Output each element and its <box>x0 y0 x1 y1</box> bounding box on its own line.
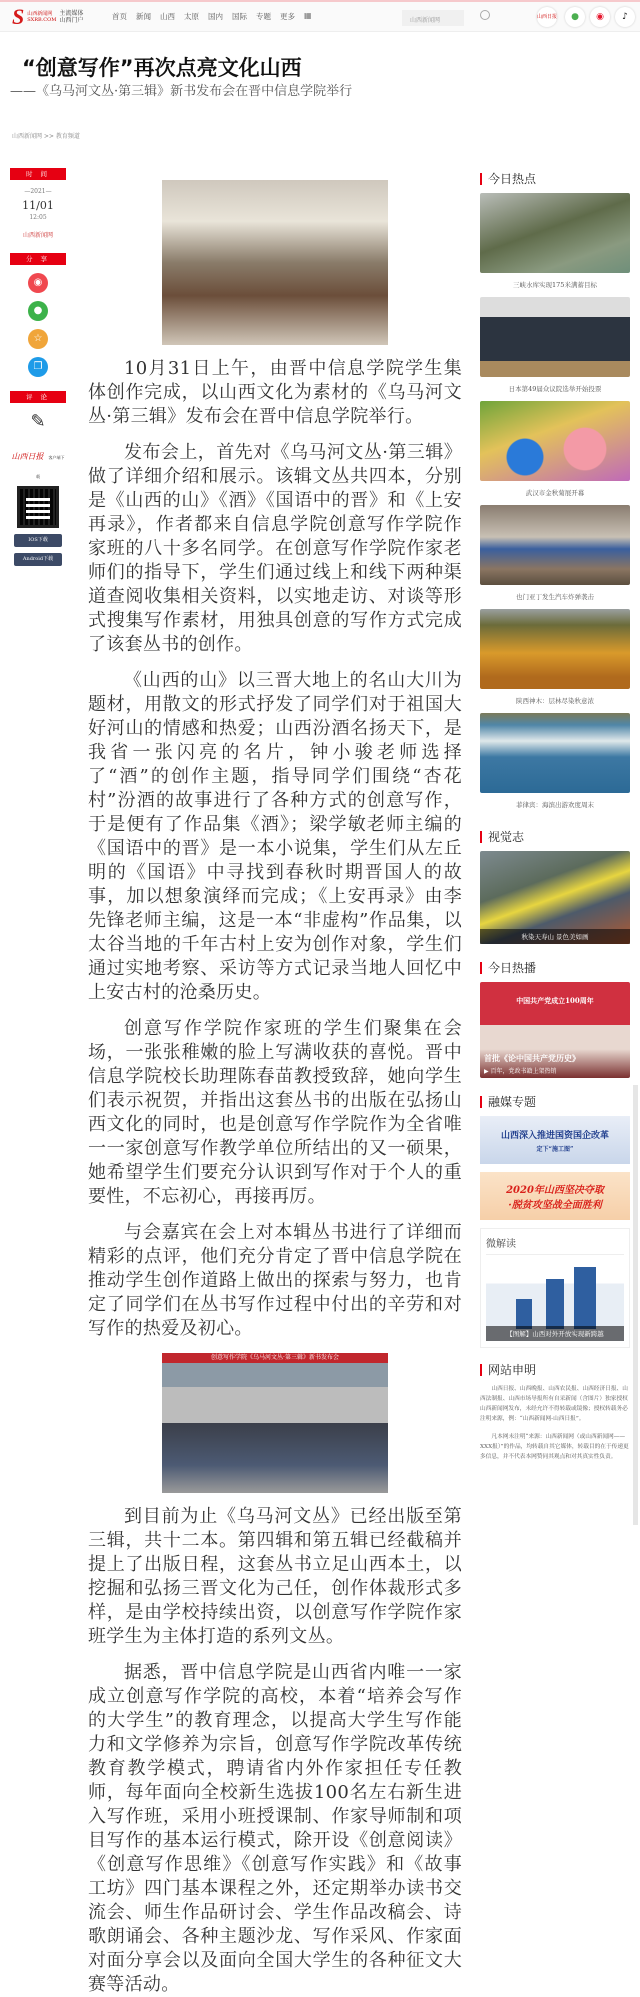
topic-banner-poverty[interactable]: 2020年山西坚决夺取 ·脱贫攻坚战全面胜利 <box>480 1172 630 1220</box>
slogan-line: 山西门户 <box>59 17 84 24</box>
paragraph: 创意写作学院作家班的学生们聚集在会场，一张张稚嫩的脸上写满收获的喜悦。晋中信息学院校长助理陈春苗教授致辞，她向学生们表示祝贺，并指出这套丛书的出版在弘扬山西文化的同时，也是创意写作学院作为全省唯一一家创意写作教学单位所结出的又一硕果，她希望学生们要充分认识到写作对于个人的重要性，不忘初心，再接再厉。 <box>88 1018 462 1207</box>
share-weibo-icon[interactable]: ◉ <box>28 273 48 293</box>
article-meta-sidebar <box>10 168 66 566</box>
hot-news-image[interactable] <box>480 297 630 377</box>
article-title: “创意写作”再次点亮文化山西 <box>22 56 302 80</box>
app-download-label: 客户端下载 <box>36 455 65 479</box>
slogan-line: 主流媒体 <box>59 10 84 17</box>
video-subcaption[interactable]: ▶ 百年，党政书籍上架热销 <box>484 1068 557 1075</box>
micro-caption[interactable]: 【图解】山西对外开放实现新跨越 <box>486 1326 624 1341</box>
site-header <box>0 2 640 32</box>
hot-news-heading: 今日热点 <box>480 173 630 185</box>
visual-heading: 视觉志 <box>480 831 630 843</box>
douyin-icon[interactable]: ♪ <box>615 7 635 27</box>
nav-international[interactable]: 国际 <box>232 12 247 21</box>
conference-photo <box>162 180 388 345</box>
micro-image[interactable] <box>486 1259 624 1341</box>
share-copy-icon[interactable]: ❐ <box>28 357 48 377</box>
topic-banner-reform[interactable]: 山西深入推进国资国企改革 定下“施工图” <box>480 1116 630 1164</box>
nav-home[interactable]: 首页 <box>112 12 127 21</box>
time-label: 时 间 <box>10 168 66 180</box>
ios-download-button[interactable]: IOS下载 <box>14 534 62 547</box>
declaration-text: 山西日报、山西晚报、山西农民报、山西经济日报、山西法制报、山西市场导报所有自采新闻（含图片）独家授权山西新闻网发布，未经允许不得转载或镜像；授权转载务必注明来源，例：“山西新闻网-山西日报”。 <box>480 1386 628 1422</box>
paragraph: 与会嘉宾在会上对本辑丛书进行了详细而精彩的点评，他们充分肯定了晋中信息学院在推动学生创作道路上做出的探索与努力，也肯定了同学们在丛书写作过程中付出的辛劳和对写作的热爱及初心。 <box>88 1222 462 1339</box>
search-input[interactable]: 山西新闻网 <box>402 10 464 26</box>
main-nav <box>112 11 312 22</box>
paragraph: 发布会上，首先对《乌马河文丛·第三辑》做了详细介绍和展示。该辑文丛共四本，分别是《山西的山》《酒》《国语中的晋》和《上安再录》，作者都来自信息学院创意写作学院作家班的八十多名同学。在创意写作学院作家老师们的指导下，学生们通过线上和线下两种渠道查阅收集相关资料，以实地走访、对谈等形式搜集写作素材，用独具创意的写作方式完成了该套丛书的创作。 <box>88 442 462 655</box>
qr-code <box>17 486 59 528</box>
nav-shanxi[interactable]: 山西 <box>160 12 175 21</box>
hot-news-caption[interactable]: 日本第49届众议院选举开始投票 <box>508 385 602 393</box>
hot-news-caption[interactable]: 菲律宾：海滨出游欢度周末 <box>516 801 594 809</box>
hot-news-caption[interactable]: 三峡水库实现175米满蓄目标 <box>513 281 597 289</box>
site-logo[interactable] <box>12 6 83 28</box>
visual-image[interactable] <box>480 851 630 944</box>
hot-news-caption[interactable]: 也门亚丁发生汽车炸弹袭击 <box>516 593 594 601</box>
scrollbar[interactable] <box>633 1085 638 1525</box>
nav-more[interactable]: 更多 <box>280 12 295 21</box>
visual-caption[interactable]: 秋染天寿山 景色美如画 <box>480 929 630 944</box>
video-heading: 今日热播 <box>480 962 630 974</box>
declaration-heading: 网站申明 <box>480 1364 630 1376</box>
publish-time: 12:05 <box>29 214 47 221</box>
logo-site-name: 山西新闻网 <box>27 11 53 17</box>
share-wechat-icon[interactable]: ● <box>28 301 48 321</box>
search-icon[interactable] <box>480 10 490 20</box>
publish-date: 11/01 <box>22 199 54 212</box>
hot-news-image[interactable] <box>480 713 630 793</box>
nav-domestic[interactable]: 国内 <box>208 12 223 21</box>
article-body <box>88 180 462 1997</box>
paragraph: 到目前为止《乌马河文丛》已经出版至第三辑，共十二本。第四辑和第五辑已经截稿并提上了出版日程，这套丛书立足山西本土，以挖掘和弘扬三晋文化为己任，创作体裁形式多样，是由学校持续出资，以创意写作学院作家班学生为主体打造的系列文丛。 <box>88 1506 462 1647</box>
publish-year: —2021— <box>24 188 52 195</box>
hot-news-image[interactable] <box>480 609 630 689</box>
hot-news-caption[interactable]: 陕西神木：层林尽染秋意浓 <box>516 697 594 705</box>
share-favorite-icon[interactable]: ☆ <box>28 329 48 349</box>
video-caption[interactable]: 首批《论中国共产党历史》 <box>484 1053 580 1063</box>
hot-news-image[interactable] <box>480 505 630 585</box>
app-logo: 山西日报 <box>11 452 44 461</box>
weibo-icon[interactable]: ◉ <box>590 7 610 27</box>
nav-topics[interactable]: 专题 <box>256 12 271 21</box>
breadcrumb[interactable]: 山西新闻网 >> 教育频道 <box>12 133 80 140</box>
group-photo <box>162 1353 388 1493</box>
play-icon: ▶ <box>484 1068 489 1075</box>
article-subtitle: ——《乌马河文丛·第三辑》新书发布会在晋中信息学院举行 <box>10 84 353 99</box>
comment-edit-icon[interactable]: ✎ <box>30 411 46 432</box>
nav-news[interactable]: 新闻 <box>136 12 151 21</box>
micro-heading: 微解读 <box>486 1235 624 1255</box>
nav-taiyuan[interactable]: 太原 <box>184 12 199 21</box>
paragraph: 据悉，晋中信息学院是山西省内唯一一家成立创意写作学院的高校，本着“培养会写作的大学生”的教育理念，以提高大学生写作能力和文学修养为宗旨，创意写作学院改革传统教育教学模式，聘请省内外作家担任专任教师，每年面向全校新生选拔100名左右新生进入写作班，采用小班授课制、作家导师制和项目写作的基本运行模式，除开设《创意阅读》《创意写作思维》《创意写作实践》和《故事工坊》四门基本课程之外，还定期举办读书交流会、师生作品研讨会、学生作品改稿会、诗歌朗诵会、各种主题沙龙、写作采风、作家面对面分享会以及面向全国大学生的各种征文大赛等活动。 <box>88 1662 462 1995</box>
hot-news-image[interactable] <box>480 401 630 481</box>
paragraph: 《山西的山》以三晋大地上的名山大川为题材，用散文的形式抒发了同学们对于祖国大好河山的情感和热爱；山西汾酒名扬天下，是我省一张闪亮的名片，钟小骏老师选择了“酒”的创作主题，指导同学们围绕“杏花村”汾酒的故事进行了各种方式的创意写作，于是便有了作品集《酒》；梁学敏老师主编的《国语中的晋》是一本小说集，学生们从左丘明的《国语》中寻找到春秋时期晋国人的故事，加以想象演绎而完成；《上安再录》由李先锋老师主编，这是一本“非虚构”作品集，以太谷当地的千年古村上安为创作对象，学生们通过实地考察、采访等方式记录当地人回忆中上安古村的沧桑历史。 <box>88 670 462 1003</box>
grid-menu-icon[interactable]: ▦ <box>304 11 312 20</box>
video-thumbnail[interactable] <box>480 982 630 1078</box>
media-topics-heading: 融媒专题 <box>480 1096 630 1108</box>
logo-mark: S <box>12 4 25 29</box>
hot-news-image[interactable] <box>480 193 630 273</box>
declaration-text: 凡本网未注明“来源：山西新闻网（或山西新闻网——XXX报）”的作品，均转载自其它媒体，转载目的在于传递更多信息，并不代表本网赞同其观点和对其真实性负责。 <box>480 1434 629 1460</box>
article-source: 山西新闻网 <box>22 232 53 239</box>
shanxi-daily-app-icon[interactable]: 山西日报 <box>537 7 557 27</box>
group-photo-banner: 创意写作学院《乌马河文丛·第三辑》新书发布会 <box>211 1354 339 1361</box>
comment-label: 评 论 <box>10 391 66 403</box>
logo-domain: SXRB.COM <box>27 17 57 23</box>
wechat-icon[interactable]: ● <box>565 7 585 27</box>
android-download-button[interactable]: Android下载 <box>14 553 62 566</box>
right-sidebar <box>480 165 630 1462</box>
hot-news-caption[interactable]: 武汉市金秋菊展开幕 <box>525 489 585 497</box>
paragraph: 10月31日上午，由晋中信息学院学生集体创作完成，以山西文化为素材的《乌马河文丛·第三辑》发布会在晋中信息学院举行。 <box>88 358 462 427</box>
micro-interpretation-card[interactable] <box>480 1228 630 1348</box>
video-banner-text: 中国共产党成立100周年 <box>516 996 594 1005</box>
share-label: 分 享 <box>10 253 66 265</box>
